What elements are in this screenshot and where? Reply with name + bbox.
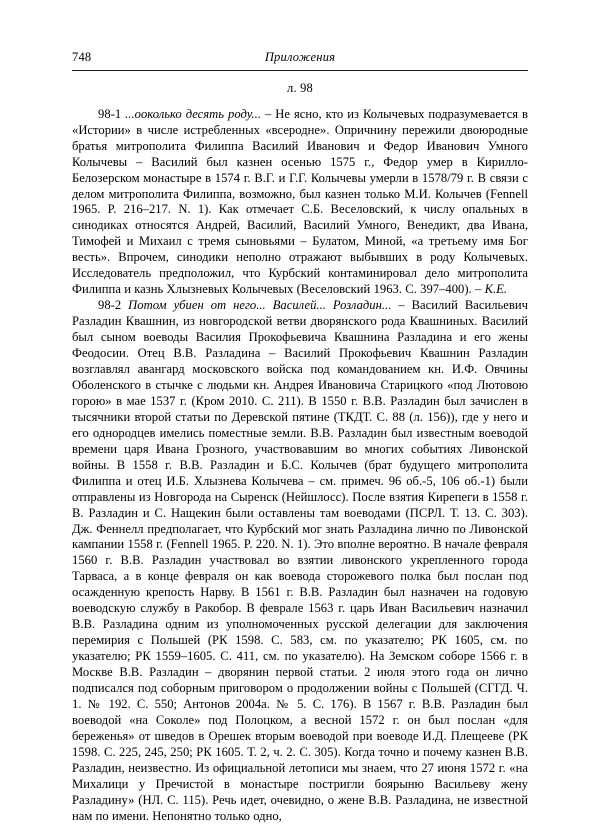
note-number: 98-1 — [98, 106, 122, 121]
folio-heading: л. 98 — [287, 81, 313, 95]
note-body: – Василий Васильевич Разладин Квашнин, из новгородской ветви дворянского рода Квашниных. Василий был сыном воеводы Василия Прокофьевича Квашнина Разладина и его жены Феодосии. Отец В.В. Разладина – Василий Прокофьевич Квашнин Разладин возглавлял авангард московского войска под командованием кн. И.Ф. Овчины Оболенского в стычке с людьми кн. Андрея Ивановича Старицкого «под Лютовою горою» в мае 1537 г. (Кром 2010. С. 211). В 1550 г. В.В. Разладин был зачислен в тысячники второй статьи по Деревской пятине (ТКДТ. С. 88 (л. 156)), где у него и его однородцев имелись поместные земли. В.В. Разладин был известным воеводой времени царя Ивана Грозного, участвовавшим во многих событиях Ливонской войны. В 1558 г. В.В. Разладин и Б.С. Колычев (брат будущего митрополита Филиппа и отец И.Б. Хлызнева Колычева – см. примеч. 96 об.-5, 106 об.-1) были отправлены из Новгорода на Сыренск (Нейшлосс). После взятия Кирепеги в 1558 г. В. Разладин и С. Нащекин были оставлены там воеводами (ПСРЛ. Т. 13. С. 303). Дж. Феннелл предполагает, что Курбский мог знать Разладина лично по Ливонской кампании 1558 г. (Fennell 1965. P. 220. N. 1). Это вполне вероятно. В начале февраля 1560 г. В.В. Разладин участвовал во взятии ливонского укрепленного города Тарваса, а в конце февраля он как воевода сторожевого полка был послан под осажденную крепость Нарву. В 1561 г. В.В. Разладин был назначен на годовую воеводскую службу в Ракобор. В феврале 1563 г. царь Иван Васильевич назначил В.В. Разладина одним из уполномоченных русской делегации для заключения перемирия с Польшей (РК 1598. С. 583, см. по указателю; РК 1605, см. по указателю; РК 1559–1605. С. 411, см. по указателю). На Земском соборе 1566 г. в Москве В.В. Разладин – дворянин первой статьи. 2 июля этого года он лично подписался под соборным приговором о продолжении войны с Польшей (СГГД. Ч. 1. № 192. С. 550; Антонов 2004а. № 5. С. 176). В 1567 г. В.В. Разладин был воеводой «на Соколе» под Полоцком, а весной 1572 г. он был послан «для береженья» от шведов в Орешек вторым воеводой при воеводе И.Д. Плещееве (РК 1598. С. 225, 245, 250; РК 1605. Т. 2, ч. 2. С. 305). Когда точно и почему казнен В.В. Разладин, неизвестно. Из официальной летописи мы знаем, что 27 июня 1572 г. «на Михалици у Пречистой в монастыре постригли боярыню Васильеву жену Разладину» (НЛ. С. 115). Речь идет, очевидно, о жене В.В. Разладина, не известной нам по имени. Непонятно только одно, — [72, 298, 528, 823]
running-title: Приложения — [264, 50, 336, 64]
note-signature: К.Е. — [484, 282, 508, 297]
note-lemma: Потом убиен от него... Василей... Розладин... — [128, 298, 392, 313]
header-rule — [72, 70, 528, 71]
note-entry — [72, 107, 528, 298]
note-number: 98-2 — [98, 298, 122, 313]
running-head — [72, 50, 528, 68]
page-content — [72, 82, 528, 825]
note-body: – Не ясно, кто из Колычевых подразумевается в «Истории» в числе истребленных «всеродне». Опричнину пережили двоюродные братья митрополита Филиппа Василий Иванович и Федор Иванович Умного Колычевы – Василий был казнен осенью 1575 г., Федор умер в Кирилло-Белозерском монастыре в 1574 г. В.Г. и Г.Г. Колычевы умерли в 1578/79 г. В связи с делом митрополита Филиппа, возможно, был казнен только М.И. Колычев (Fennell 1965. P. 216–217. N. 1). Как отмечает С.Б. Веселовский, к числу опальных в синодиках относятся Андрей, Василий, Василий Умного, Венедикт, два Ивана, Тимофей и Михаил с тремя сыновьями – Булатом, Миной, «а третьему имя Бог весть». Впрочем, синодики неполно отражают выбывших в роду Колычевых. Исследователь предположил, что Курбский контаминировал дело митрополита Филиппа и казнь Хлызневых Колычевых (Веселовский 1963. С. 397–400). – — [72, 106, 528, 297]
page-number: 748 — [72, 50, 92, 64]
note-entry — [72, 298, 528, 824]
note-lemma: ...ооколько десять роду... — [125, 106, 262, 121]
